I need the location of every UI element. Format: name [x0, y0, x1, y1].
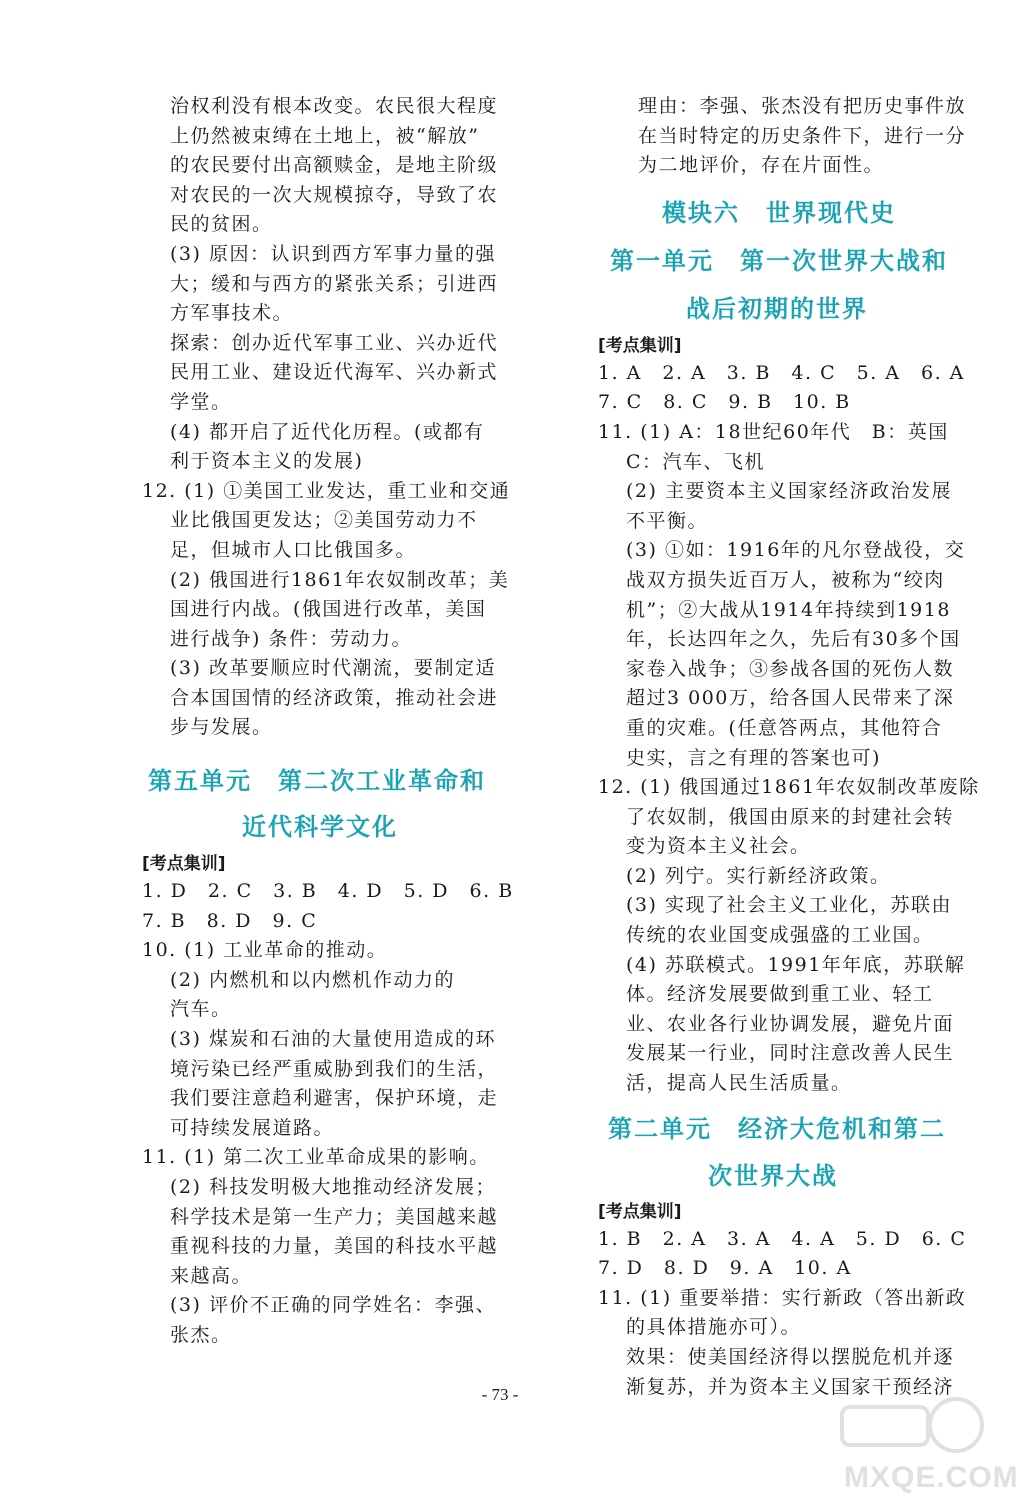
text-line: (2) 内燃机和以内燃机作动力的 [170, 968, 455, 991]
text-line: 11. (1) 重要举措：实行新政（答出新政 [598, 1286, 967, 1309]
text-line: 超过3 000万，给各国人民带来了深 [626, 687, 955, 710]
text-line: 民用工业、建设近代海军、兴办新式 [170, 361, 499, 384]
module-heading: 模块六 世界现代史 [662, 198, 896, 227]
text-line: 理由：李强、张杰没有把历史事件放 [638, 95, 967, 117]
left-q10-2 [142, 966, 502, 1025]
unit1-heading-1: 第一单元 第一次世界大战和 [610, 246, 948, 275]
text-line: 10. (1) 工业革命的推动。 [142, 939, 388, 962]
right-q11-2 [598, 477, 960, 536]
text-line: 方军事技术。 [170, 302, 294, 325]
text-line: (3) 原因：认识到西方军事力量的强 [170, 242, 496, 265]
unit2-heading-1: 第二单元 经济大危机和第二 [608, 1114, 946, 1143]
right-q11-3 [598, 536, 966, 773]
right-q12-4 [598, 951, 966, 1099]
text-line: C：汽车、飞机 [626, 450, 766, 473]
text-line: (2) 俄国进行1861年农奴制改革；美 [170, 568, 510, 591]
text-line: 在当时特定的历史条件下，进行一分 [638, 124, 967, 147]
text-line: 可持续发展道路。 [170, 1116, 335, 1139]
text-line: 体。经济发展要做到重工业、轻工 [626, 983, 934, 1006]
unit2-heading-2: 次世界大战 [708, 1161, 838, 1190]
left-block-d [142, 418, 502, 477]
text-line: 业比俄国更发达；②美国劳动力不 [170, 509, 478, 532]
unit5-heading-1: 第五单元 第二次工业革命和 [148, 767, 486, 796]
text-line: 探索：创办近代军事工业、兴办近代 [170, 331, 499, 354]
mc-answers-r2: 7. C 8. C 9. B 10. B [598, 391, 851, 414]
unit1-heading-2: 战后初期的世界 [686, 294, 868, 323]
text-line: 治权利没有根本改变。农民很大程度 [170, 95, 499, 117]
text-line: 年，长达四年之久，先后有30多个国 [626, 628, 961, 651]
text-line: 的具体措施亦可）。 [626, 1316, 802, 1339]
text-line: 我们要注意趋利避害，保护环境，走 [170, 1087, 499, 1110]
text-line: 境污染已经严重威胁到我们的生活， [170, 1057, 499, 1080]
text-line: 国进行内战。(俄国进行改革，美国 [170, 598, 487, 621]
right-q12-2 [598, 862, 960, 892]
right-q11b [598, 1284, 967, 1343]
left-q12-2 [142, 566, 510, 655]
text-line: 战双方损失近百万人，被称为“绞肉 [626, 568, 945, 591]
text-line: 上仍然被束缚在土地上，被“解放” [170, 124, 480, 147]
text-line: 史实，言之有理的答案也可) [626, 746, 881, 769]
text-line: 对农民的一次大规模掠夺，导致了农 [170, 183, 499, 206]
left-q11 [142, 1143, 502, 1173]
text-line: 大；缓和与西方的紧张关系；引进西 [170, 272, 499, 295]
text-line: 了农奴制，俄国由原来的封建社会转 [626, 805, 955, 828]
practice-tag: [考点集训] [142, 854, 226, 875]
right-column [598, 92, 980, 1402]
text-line: 12. (1) 俄国通过1861年农奴制改革废除 [598, 776, 980, 799]
text-line: 不平衡。 [626, 509, 709, 532]
text-line: (3) 实现了社会主义工业化，苏联由 [626, 894, 952, 917]
right-q12-3 [598, 891, 960, 950]
text-line: 变为资本主义社会。 [626, 835, 811, 858]
right-block-a [598, 92, 967, 181]
left-block-b [142, 240, 502, 329]
right-q12 [598, 773, 980, 862]
text-line: 重的灾难。(任意答两点，其他符合 [626, 716, 943, 739]
practice-tag-1: [考点集训] [598, 335, 682, 356]
text-line: 11. (1) A：18世纪60年代 B：英国 [598, 420, 949, 443]
text-line: (2) 科技发明极大地推动经济发展； [170, 1176, 496, 1198]
text-line: 家卷入战争；③参战各国的死伤人数 [626, 657, 955, 680]
mc-answers-1: 1. D 2. C 3. B 4. D 5. D 6. B [142, 880, 514, 903]
watermark-icon [836, 1385, 986, 1465]
text-line: 为二地评价，存在片面性。 [638, 154, 885, 177]
mc-answers-2: 7. B 8. D 9. C [142, 909, 318, 932]
text-line: 利于资本主义的发展) [170, 450, 364, 473]
text-line: (3) ①如：1916年的凡尔登战役，交 [626, 539, 966, 562]
text-line: 效果：使美国经济得以摆脱危机并逐 [626, 1346, 955, 1368]
text-line: 重视科技的力量，美国的科技水平越 [170, 1235, 499, 1258]
text-line: 渐复苏，并为资本主义国家干预经济 [626, 1375, 955, 1398]
left-q11-3 [142, 1291, 502, 1350]
text-line: 步与发展。 [170, 716, 273, 739]
left-q12-3 [142, 654, 502, 743]
left-q12 [142, 477, 511, 566]
text-line: 来越高。 [170, 1264, 253, 1287]
watermark-logo [836, 1385, 1019, 1495]
text-line: 科学技术是第一生产力；美国越来越 [170, 1205, 499, 1228]
left-q10 [142, 936, 502, 966]
left-block-c [142, 329, 502, 418]
text-line: (3) 评价不正确的同学姓名：李强、 [170, 1294, 496, 1317]
page-number: - 73 - [481, 1385, 519, 1404]
text-line: 活，提高人民生活质量。 [626, 1072, 852, 1095]
practice-tag-2: [考点集训] [598, 1201, 682, 1222]
unit5-heading-2: 近代科学文化 [242, 813, 398, 842]
text-line: 汽车。 [170, 998, 232, 1021]
text-line: (3) 改革要顺应时代潮流，要制定适 [170, 657, 496, 680]
left-q11-2 [142, 1173, 502, 1291]
text-line: 机”；②大战从1914年持续到1918 [626, 598, 951, 621]
left-q10-3 [142, 1025, 502, 1143]
text-line: (2) 列宁。实行新经济政策。 [626, 864, 891, 887]
text-line: 12. (1) ①美国工业发达，重工业和交通 [142, 479, 511, 502]
text-line: (3) 煤炭和石油的大量使用造成的环 [170, 1028, 496, 1051]
text-line: (4) 都开启了近代化历程。(或都有 [170, 420, 485, 443]
watermark-text: MXQE.COM [844, 1461, 1019, 1494]
text-line: 传统的农业国变成强盛的工业国。 [626, 924, 934, 947]
text-line: 进行战争) 条件：劳动力。 [170, 627, 412, 650]
right-q11 [598, 418, 960, 477]
text-line: 的农民要付出高额赎金，是地主阶级 [170, 154, 499, 177]
left-block-a [142, 92, 502, 240]
mc-answers-r3: 1. B 2. A 3. A 4. A 5. D 6. C [598, 1227, 967, 1250]
text-line: 11. (1) 第二次工业革命成果的影响。 [142, 1146, 490, 1169]
text-line: 足，但城市人口比俄国多。 [170, 538, 417, 561]
text-line: 张杰。 [170, 1323, 232, 1346]
mc-answers-r4: 7. D 8. D 9. A 10. A [598, 1257, 852, 1280]
text-line: 发展某一行业，同时注意改善人民生 [626, 1042, 955, 1065]
mc-answers-r1: 1. A 2. A 3. B 4. C 5. A 6. A [598, 361, 965, 384]
text-line: 民的贫困。 [170, 213, 273, 236]
text-line: (2) 主要资本主义国家经济政治发展 [626, 480, 952, 503]
text-line: 业、农业各行业协调发展，避免片面 [626, 1012, 955, 1035]
text-line: (4) 苏联模式。1991年年底，苏联解 [626, 953, 966, 976]
text-line: 合本国国情的经济政策，推动社会进 [170, 686, 499, 709]
left-column [142, 92, 514, 1351]
text-line: 学堂。 [170, 390, 232, 413]
